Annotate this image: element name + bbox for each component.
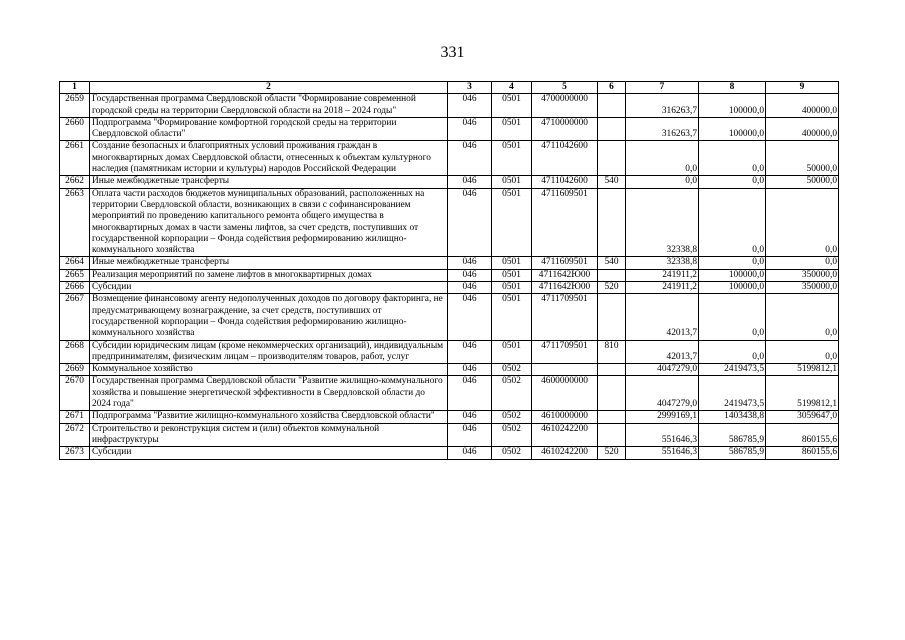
row-amount-col9: 0,0 [766, 294, 839, 340]
table-row [60, 94, 839, 118]
row-name: Субсидии [90, 447, 448, 459]
row-amount-col8: 586785,9 [699, 423, 766, 447]
table-row [60, 364, 839, 376]
table-row [60, 294, 839, 340]
table-row [60, 269, 839, 281]
row-amount-col8: 0,0 [699, 340, 766, 364]
row-section-code: 0502 [492, 364, 532, 376]
row-admin-code: 046 [448, 447, 492, 459]
row-expense-type: 810 [598, 340, 626, 364]
row-name: Подпрограмма "Развитие жилищно-коммунального хозяйства Свердловской области" [90, 411, 448, 423]
row-amount-col8: 0,0 [699, 257, 766, 269]
row-admin-code: 046 [448, 294, 492, 340]
row-amount-col9: 400000,0 [766, 94, 839, 118]
row-number: 2666 [60, 282, 90, 294]
row-amount-col8: 100000,0 [699, 269, 766, 281]
col-header-6: 6 [598, 82, 626, 94]
row-amount-col7: 4047279,0 [626, 364, 699, 376]
row-section-code: 0501 [492, 117, 532, 141]
row-target-code: 4610242200 [532, 447, 598, 459]
row-admin-code: 046 [448, 340, 492, 364]
row-number: 2671 [60, 411, 90, 423]
table-row [60, 176, 839, 188]
table-row [60, 257, 839, 269]
row-section-code: 0501 [492, 340, 532, 364]
budget-table [59, 81, 839, 460]
row-amount-col8: 2419473,5 [699, 364, 766, 376]
page-number: 331 [440, 44, 465, 61]
row-target-code: 4610000000 [532, 411, 598, 423]
row-target-code: 4711042600 [532, 141, 598, 176]
row-amount-col7: 551646,3 [626, 447, 699, 459]
row-amount-col8: 0,0 [699, 176, 766, 188]
row-section-code: 0501 [492, 282, 532, 294]
row-target-code: 4711709501 [532, 294, 598, 340]
row-number: 2668 [60, 340, 90, 364]
row-expense-type [598, 94, 626, 118]
table-row [60, 188, 839, 257]
row-admin-code: 046 [448, 141, 492, 176]
row-name: Реализация мероприятий по замене лифтов в многоквартирных домах [90, 269, 448, 281]
row-section-code: 0501 [492, 141, 532, 176]
row-target-code: 4711709501 [532, 340, 598, 364]
row-amount-col9: 0,0 [766, 188, 839, 257]
row-amount-col7: 32338,8 [626, 188, 699, 257]
row-amount-col9: 0,0 [766, 340, 839, 364]
row-expense-type: 520 [598, 282, 626, 294]
row-number: 2663 [60, 188, 90, 257]
row-target-code [532, 364, 598, 376]
row-name: Подпрограмма "Формирование комфортной городской среды на территории Свердловской области" [90, 117, 448, 141]
row-amount-col8: 0,0 [699, 141, 766, 176]
row-amount-col9: 860155,6 [766, 447, 839, 459]
col-header-9: 9 [766, 82, 839, 94]
row-target-code: 4710000000 [532, 117, 598, 141]
row-target-code: 4711042600 [532, 176, 598, 188]
row-section-code: 0501 [492, 294, 532, 340]
row-expense-type: 540 [598, 257, 626, 269]
row-section-code: 0501 [492, 176, 532, 188]
header-row [60, 82, 839, 94]
row-amount-col7: 241911,2 [626, 269, 699, 281]
row-name: Оплата части расходов бюджетов муниципальных образований, расположенных на территории Свердловской области, возникающих в связи с софинансированием мероприятий по проведению капитального ремонта общего имущества в многоквартирных домах в части замены лифтов, за счет средств, поступивших от государственной корпорации – Фонда содействия реформированию жилищно-коммунального хозяйства [90, 188, 448, 257]
row-expense-type [598, 411, 626, 423]
row-admin-code: 046 [448, 282, 492, 294]
row-section-code: 0501 [492, 269, 532, 281]
row-name: Коммунальное хозяйство [90, 364, 448, 376]
row-section-code: 0502 [492, 423, 532, 447]
col-header-3: 3 [448, 82, 492, 94]
table-row [60, 376, 839, 411]
row-expense-type [598, 117, 626, 141]
row-amount-col8: 100000,0 [699, 117, 766, 141]
row-expense-type: 520 [598, 447, 626, 459]
row-amount-col7: 316263,7 [626, 117, 699, 141]
row-amount-col7: 4047279,0 [626, 376, 699, 411]
row-section-code: 0501 [492, 188, 532, 257]
row-number: 2660 [60, 117, 90, 141]
row-name: Возмещение финансовому агенту недополученных доходов по договору факторинга, не предусматривающему вознаграждение, за счет средств, поступивших от государственной корпорации – Фонда содействия реформированию жилищно-коммунального хозяйства [90, 294, 448, 340]
table-row [60, 117, 839, 141]
row-amount-col7: 316263,7 [626, 94, 699, 118]
row-amount-col9: 3059647,0 [766, 411, 839, 423]
row-amount-col7: 0,0 [626, 176, 699, 188]
row-section-code: 0501 [492, 257, 532, 269]
row-expense-type [598, 376, 626, 411]
row-number: 2670 [60, 376, 90, 411]
row-amount-col9: 350000,0 [766, 269, 839, 281]
row-admin-code: 046 [448, 269, 492, 281]
row-expense-type [598, 423, 626, 447]
col-header-5: 5 [532, 82, 598, 94]
row-name: Иные межбюджетные трансферты [90, 176, 448, 188]
row-number: 2665 [60, 269, 90, 281]
row-number: 2664 [60, 257, 90, 269]
row-target-code: 4610242200 [532, 423, 598, 447]
row-amount-col9: 5199812,1 [766, 364, 839, 376]
table-row [60, 282, 839, 294]
row-amount-col9: 50000,0 [766, 176, 839, 188]
row-amount-col7: 42013,7 [626, 340, 699, 364]
row-amount-col9: 350000,0 [766, 282, 839, 294]
table-row [60, 423, 839, 447]
row-amount-col9: 5199812,1 [766, 376, 839, 411]
row-expense-type [598, 188, 626, 257]
row-number: 2669 [60, 364, 90, 376]
row-expense-type [598, 294, 626, 340]
row-amount-col9: 0,0 [766, 257, 839, 269]
row-target-code: 4711642Ю00 [532, 269, 598, 281]
row-target-code: 4711609501 [532, 188, 598, 257]
row-amount-col8: 100000,0 [699, 282, 766, 294]
row-admin-code: 046 [448, 411, 492, 423]
row-amount-col7: 0,0 [626, 141, 699, 176]
table-row [60, 411, 839, 423]
row-name: Субсидии юридическим лицам (кроме некоммерческих организаций), индивидуальным предпринимателям, физическим лицам – производителям товаров, работ, услуг [90, 340, 448, 364]
row-amount-col8: 100000,0 [699, 94, 766, 118]
row-target-code: 4700000000 [532, 94, 598, 118]
row-expense-type [598, 269, 626, 281]
row-section-code: 0502 [492, 447, 532, 459]
row-admin-code: 046 [448, 376, 492, 411]
row-number: 2659 [60, 94, 90, 118]
row-target-code: 4711609501 [532, 257, 598, 269]
row-admin-code: 046 [448, 257, 492, 269]
row-amount-col7: 42013,7 [626, 294, 699, 340]
row-amount-col7: 32338,8 [626, 257, 699, 269]
row-number: 2661 [60, 141, 90, 176]
row-amount-col8: 0,0 [699, 188, 766, 257]
col-header-7: 7 [626, 82, 699, 94]
row-name: Государственная программа Свердловской области "Развитие жилищно-коммунального хозяйства и повышение энергетической эффективности в Свердловской области до 2024 года" [90, 376, 448, 411]
row-name: Создание безопасных и благоприятных условий проживания граждан в многоквартирных домах Свердловской области, отнесенных к объектам культурного наследия (памятникам истории и культуры) народов Российской Федерации [90, 141, 448, 176]
row-section-code: 0502 [492, 411, 532, 423]
col-header-4: 4 [492, 82, 532, 94]
row-amount-col9: 860155,6 [766, 423, 839, 447]
row-expense-type [598, 141, 626, 176]
row-name: Государственная программа Свердловской области "Формирование современной городской среды на территории Свердловской области на 2018 – 2024 годы" [90, 94, 448, 118]
table-row [60, 340, 839, 364]
row-amount-col7: 241911,2 [626, 282, 699, 294]
row-number: 2672 [60, 423, 90, 447]
row-name: Субсидии [90, 282, 448, 294]
row-number: 2662 [60, 176, 90, 188]
row-admin-code: 046 [448, 117, 492, 141]
table-row [60, 141, 839, 176]
row-admin-code: 046 [448, 176, 492, 188]
row-amount-col7: 551646,3 [626, 423, 699, 447]
row-section-code: 0501 [492, 94, 532, 118]
col-header-1: 1 [60, 82, 90, 94]
row-target-code: 4600000000 [532, 376, 598, 411]
row-number: 2673 [60, 447, 90, 459]
row-number: 2667 [60, 294, 90, 340]
col-header-2: 2 [90, 82, 448, 94]
col-header-8: 8 [699, 82, 766, 94]
table-row [60, 447, 839, 459]
row-admin-code: 046 [448, 188, 492, 257]
row-section-code: 0502 [492, 376, 532, 411]
row-amount-col7: 2999169,1 [626, 411, 699, 423]
row-target-code: 4711642Ю00 [532, 282, 598, 294]
row-amount-col8: 586785,9 [699, 447, 766, 459]
row-name: Иные межбюджетные трансферты [90, 257, 448, 269]
row-admin-code: 046 [448, 94, 492, 118]
row-admin-code: 046 [448, 423, 492, 447]
row-admin-code: 046 [448, 364, 492, 376]
row-amount-col8: 2419473,5 [699, 376, 766, 411]
row-amount-col9: 50000,0 [766, 141, 839, 176]
row-expense-type: 540 [598, 176, 626, 188]
row-amount-col9: 400000,0 [766, 117, 839, 141]
row-expense-type [598, 364, 626, 376]
row-amount-col8: 1403438,8 [699, 411, 766, 423]
row-amount-col8: 0,0 [699, 294, 766, 340]
row-name: Строительство и реконструкция систем и (или) объектов коммунальной инфраструктуры [90, 423, 448, 447]
